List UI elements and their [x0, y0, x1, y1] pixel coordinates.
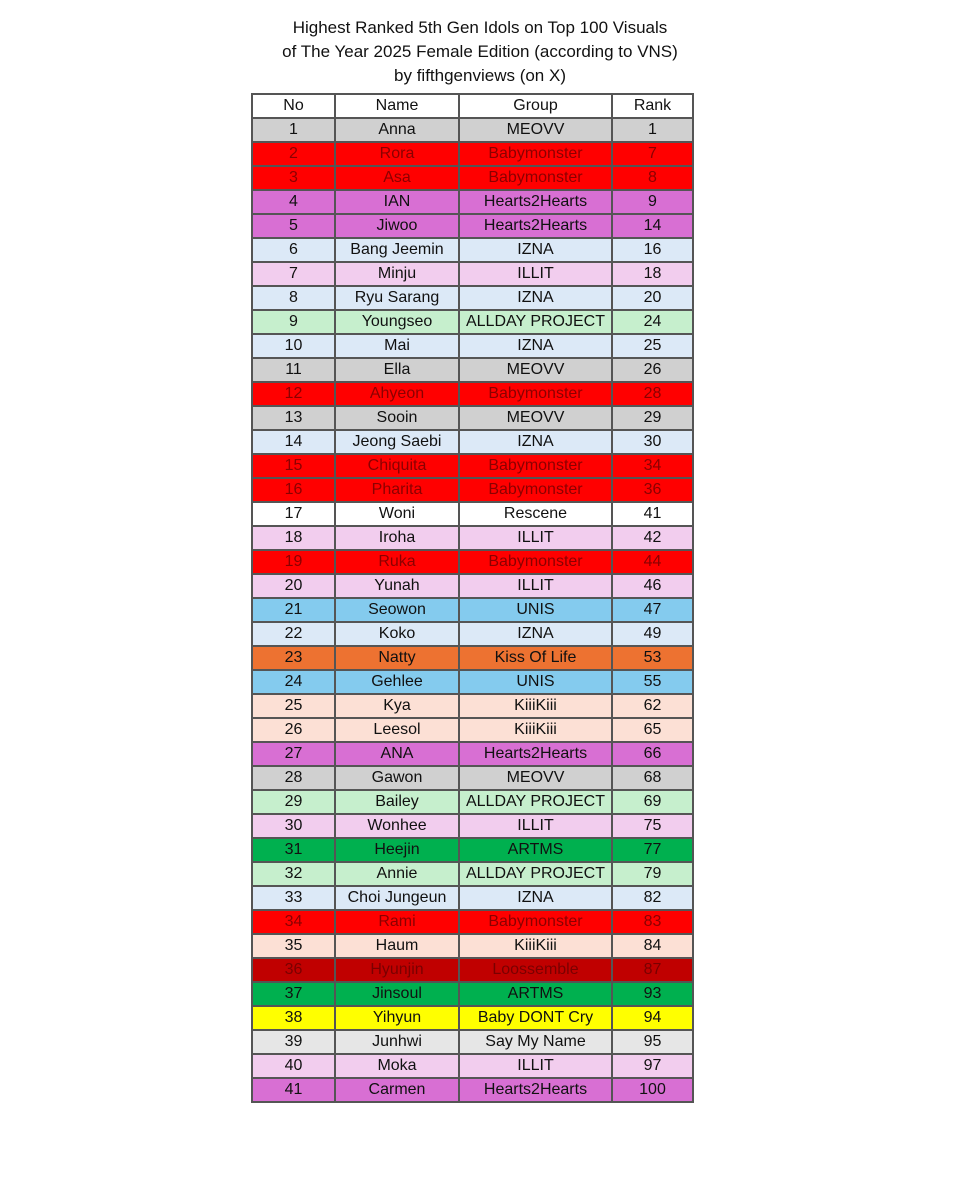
cell-name: Rami	[335, 910, 459, 934]
cell-name: Ryu Sarang	[335, 286, 459, 310]
cell-name: Iroha	[335, 526, 459, 550]
cell-group: ILLIT	[459, 574, 612, 598]
cell-no: 38	[252, 1006, 335, 1030]
cell-rank: 7	[612, 142, 693, 166]
cell-rank: 29	[612, 406, 693, 430]
cell-no: 8	[252, 286, 335, 310]
cell-group: ILLIT	[459, 526, 612, 550]
cell-name: Heejin	[335, 838, 459, 862]
cell-rank: 69	[612, 790, 693, 814]
cell-rank: 75	[612, 814, 693, 838]
cell-group: IZNA	[459, 430, 612, 454]
cell-no: 32	[252, 862, 335, 886]
cell-group: ARTMS	[459, 982, 612, 1006]
table-row	[252, 1030, 693, 1054]
cell-no: 21	[252, 598, 335, 622]
cell-group: Babymonster	[459, 382, 612, 406]
cell-rank: 24	[612, 310, 693, 334]
cell-group: MEOVV	[459, 406, 612, 430]
cell-no: 3	[252, 166, 335, 190]
cell-name: Junhwi	[335, 1030, 459, 1054]
cell-name: Koko	[335, 622, 459, 646]
table-row	[252, 406, 693, 430]
table-row	[252, 142, 693, 166]
cell-group: MEOVV	[459, 358, 612, 382]
cell-name: Bailey	[335, 790, 459, 814]
cell-group: ILLIT	[459, 814, 612, 838]
cell-name: Ella	[335, 358, 459, 382]
cell-rank: 34	[612, 454, 693, 478]
cell-name: Jinsoul	[335, 982, 459, 1006]
cell-rank: 87	[612, 958, 693, 982]
cell-rank: 28	[612, 382, 693, 406]
table-row	[252, 550, 693, 574]
table-row	[252, 454, 693, 478]
table-row	[252, 934, 693, 958]
cell-group: ILLIT	[459, 1054, 612, 1078]
cell-no: 4	[252, 190, 335, 214]
header-rank: Rank	[612, 94, 693, 118]
cell-group: Loossemble	[459, 958, 612, 982]
cell-no: 33	[252, 886, 335, 910]
cell-rank: 68	[612, 766, 693, 790]
cell-no: 18	[252, 526, 335, 550]
cell-name: Minju	[335, 262, 459, 286]
cell-name: Wonhee	[335, 814, 459, 838]
table-row	[252, 1054, 693, 1078]
cell-no: 27	[252, 742, 335, 766]
table-row	[252, 622, 693, 646]
table-row	[252, 694, 693, 718]
cell-name: Choi Jungeun	[335, 886, 459, 910]
cell-rank: 94	[612, 1006, 693, 1030]
cell-no: 23	[252, 646, 335, 670]
cell-name: Moka	[335, 1054, 459, 1078]
table-row	[252, 646, 693, 670]
cell-no: 9	[252, 310, 335, 334]
cell-no: 2	[252, 142, 335, 166]
cell-no: 1	[252, 118, 335, 142]
table-row	[252, 430, 693, 454]
cell-no: 37	[252, 982, 335, 1006]
cell-rank: 53	[612, 646, 693, 670]
cell-rank: 47	[612, 598, 693, 622]
cell-name: Pharita	[335, 478, 459, 502]
table-row	[252, 790, 693, 814]
cell-no: 10	[252, 334, 335, 358]
cell-group: Babymonster	[459, 550, 612, 574]
cell-name: Annie	[335, 862, 459, 886]
cell-group: Babymonster	[459, 142, 612, 166]
cell-name: Carmen	[335, 1078, 459, 1102]
cell-group: ALLDAY PROJECT	[459, 862, 612, 886]
cell-no: 31	[252, 838, 335, 862]
cell-rank: 25	[612, 334, 693, 358]
ranking-table	[251, 93, 694, 1103]
cell-rank: 100	[612, 1078, 693, 1102]
cell-rank: 14	[612, 214, 693, 238]
table-row	[252, 238, 693, 262]
cell-name: Gehlee	[335, 670, 459, 694]
table-row	[252, 1006, 693, 1030]
cell-no: 29	[252, 790, 335, 814]
cell-no: 6	[252, 238, 335, 262]
cell-group: IZNA	[459, 622, 612, 646]
cell-rank: 41	[612, 502, 693, 526]
cell-rank: 8	[612, 166, 693, 190]
cell-rank: 18	[612, 262, 693, 286]
cell-group: IZNA	[459, 238, 612, 262]
cell-group: ILLIT	[459, 262, 612, 286]
title-line-3: by fifthgenviews (on X)	[394, 66, 566, 85]
cell-group: IZNA	[459, 286, 612, 310]
cell-no: 13	[252, 406, 335, 430]
cell-rank: 9	[612, 190, 693, 214]
cell-group: KiiiKiii	[459, 934, 612, 958]
cell-rank: 30	[612, 430, 693, 454]
cell-no: 28	[252, 766, 335, 790]
cell-rank: 66	[612, 742, 693, 766]
cell-group: Babymonster	[459, 910, 612, 934]
table-row	[252, 838, 693, 862]
cell-name: Asa	[335, 166, 459, 190]
cell-name: Jeong Saebi	[335, 430, 459, 454]
cell-name: ANA	[335, 742, 459, 766]
table-row	[252, 886, 693, 910]
cell-rank: 95	[612, 1030, 693, 1054]
table-row	[252, 814, 693, 838]
cell-no: 20	[252, 574, 335, 598]
cell-name: Bang Jeemin	[335, 238, 459, 262]
title-line-1: Highest Ranked 5th Gen Idols on Top 100 Visuals	[292, 18, 668, 37]
table-row	[252, 766, 693, 790]
cell-rank: 65	[612, 718, 693, 742]
cell-no: 41	[252, 1078, 335, 1102]
table-row	[252, 958, 693, 982]
cell-rank: 16	[612, 238, 693, 262]
table-row	[252, 526, 693, 550]
table-body	[252, 118, 693, 1102]
table-row	[252, 502, 693, 526]
cell-name: Gawon	[335, 766, 459, 790]
cell-group: MEOVV	[459, 766, 612, 790]
cell-group: ALLDAY PROJECT	[459, 310, 612, 334]
table-row	[252, 670, 693, 694]
table-row	[252, 358, 693, 382]
cell-rank: 36	[612, 478, 693, 502]
cell-group: Hearts2Hearts	[459, 214, 612, 238]
cell-name: Mai	[335, 334, 459, 358]
cell-no: 7	[252, 262, 335, 286]
table-row	[252, 334, 693, 358]
cell-no: 25	[252, 694, 335, 718]
cell-no: 19	[252, 550, 335, 574]
cell-group: MEOVV	[459, 118, 612, 142]
cell-rank: 62	[612, 694, 693, 718]
cell-rank: 84	[612, 934, 693, 958]
cell-name: Ruka	[335, 550, 459, 574]
cell-rank: 93	[612, 982, 693, 1006]
cell-no: 15	[252, 454, 335, 478]
header-group: Group	[459, 94, 612, 118]
cell-no: 16	[252, 478, 335, 502]
cell-rank: 20	[612, 286, 693, 310]
table-row	[252, 718, 693, 742]
cell-rank: 49	[612, 622, 693, 646]
cell-group: Baby DONT Cry	[459, 1006, 612, 1030]
cell-group: ALLDAY PROJECT	[459, 790, 612, 814]
cell-group: Hearts2Hearts	[459, 190, 612, 214]
cell-no: 39	[252, 1030, 335, 1054]
cell-no: 40	[252, 1054, 335, 1078]
cell-group: IZNA	[459, 886, 612, 910]
cell-rank: 83	[612, 910, 693, 934]
header-name: Name	[335, 94, 459, 118]
cell-no: 35	[252, 934, 335, 958]
cell-no: 36	[252, 958, 335, 982]
cell-name: Sooin	[335, 406, 459, 430]
cell-name: IAN	[335, 190, 459, 214]
cell-rank: 46	[612, 574, 693, 598]
table-row	[252, 1078, 693, 1102]
cell-rank: 26	[612, 358, 693, 382]
cell-group: Babymonster	[459, 478, 612, 502]
table-row	[252, 742, 693, 766]
cell-group: KiiiKiii	[459, 718, 612, 742]
table-row	[252, 262, 693, 286]
page-title	[0, 16, 960, 88]
cell-name: Leesol	[335, 718, 459, 742]
cell-no: 24	[252, 670, 335, 694]
cell-name: Yunah	[335, 574, 459, 598]
cell-name: Ahyeon	[335, 382, 459, 406]
cell-name: Youngseo	[335, 310, 459, 334]
cell-group: Rescene	[459, 502, 612, 526]
cell-no: 12	[252, 382, 335, 406]
header-no: No	[252, 94, 335, 118]
table-row	[252, 478, 693, 502]
table-row	[252, 574, 693, 598]
table-row	[252, 598, 693, 622]
cell-group: Hearts2Hearts	[459, 742, 612, 766]
table-row	[252, 118, 693, 142]
cell-name: Rora	[335, 142, 459, 166]
table-row	[252, 190, 693, 214]
cell-group: IZNA	[459, 334, 612, 358]
cell-group: ARTMS	[459, 838, 612, 862]
cell-name: Natty	[335, 646, 459, 670]
table-row	[252, 166, 693, 190]
cell-group: Babymonster	[459, 454, 612, 478]
cell-name: Yihyun	[335, 1006, 459, 1030]
cell-group: UNIS	[459, 598, 612, 622]
cell-rank: 77	[612, 838, 693, 862]
cell-rank: 82	[612, 886, 693, 910]
cell-name: Hyunjin	[335, 958, 459, 982]
cell-name: Jiwoo	[335, 214, 459, 238]
cell-group: UNIS	[459, 670, 612, 694]
cell-rank: 44	[612, 550, 693, 574]
cell-rank: 1	[612, 118, 693, 142]
table-row	[252, 982, 693, 1006]
table-row	[252, 286, 693, 310]
cell-no: 22	[252, 622, 335, 646]
cell-name: Chiquita	[335, 454, 459, 478]
table-row	[252, 910, 693, 934]
title-line-2: of The Year 2025 Female Edition (according to VNS)	[282, 42, 678, 61]
cell-name: Seowon	[335, 598, 459, 622]
cell-name: Woni	[335, 502, 459, 526]
cell-no: 11	[252, 358, 335, 382]
table-row	[252, 862, 693, 886]
cell-no: 30	[252, 814, 335, 838]
cell-name: Haum	[335, 934, 459, 958]
cell-rank: 55	[612, 670, 693, 694]
cell-no: 5	[252, 214, 335, 238]
cell-rank: 79	[612, 862, 693, 886]
table-row	[252, 214, 693, 238]
header-row	[252, 94, 693, 118]
table-row	[252, 382, 693, 406]
cell-no: 26	[252, 718, 335, 742]
cell-group: Hearts2Hearts	[459, 1078, 612, 1102]
table-row	[252, 310, 693, 334]
cell-no: 14	[252, 430, 335, 454]
cell-group: KiiiKiii	[459, 694, 612, 718]
cell-group: Say My Name	[459, 1030, 612, 1054]
cell-name: Anna	[335, 118, 459, 142]
cell-group: Babymonster	[459, 166, 612, 190]
cell-no: 17	[252, 502, 335, 526]
cell-rank: 97	[612, 1054, 693, 1078]
cell-name: Kya	[335, 694, 459, 718]
cell-rank: 42	[612, 526, 693, 550]
cell-no: 34	[252, 910, 335, 934]
cell-group: Kiss Of Life	[459, 646, 612, 670]
